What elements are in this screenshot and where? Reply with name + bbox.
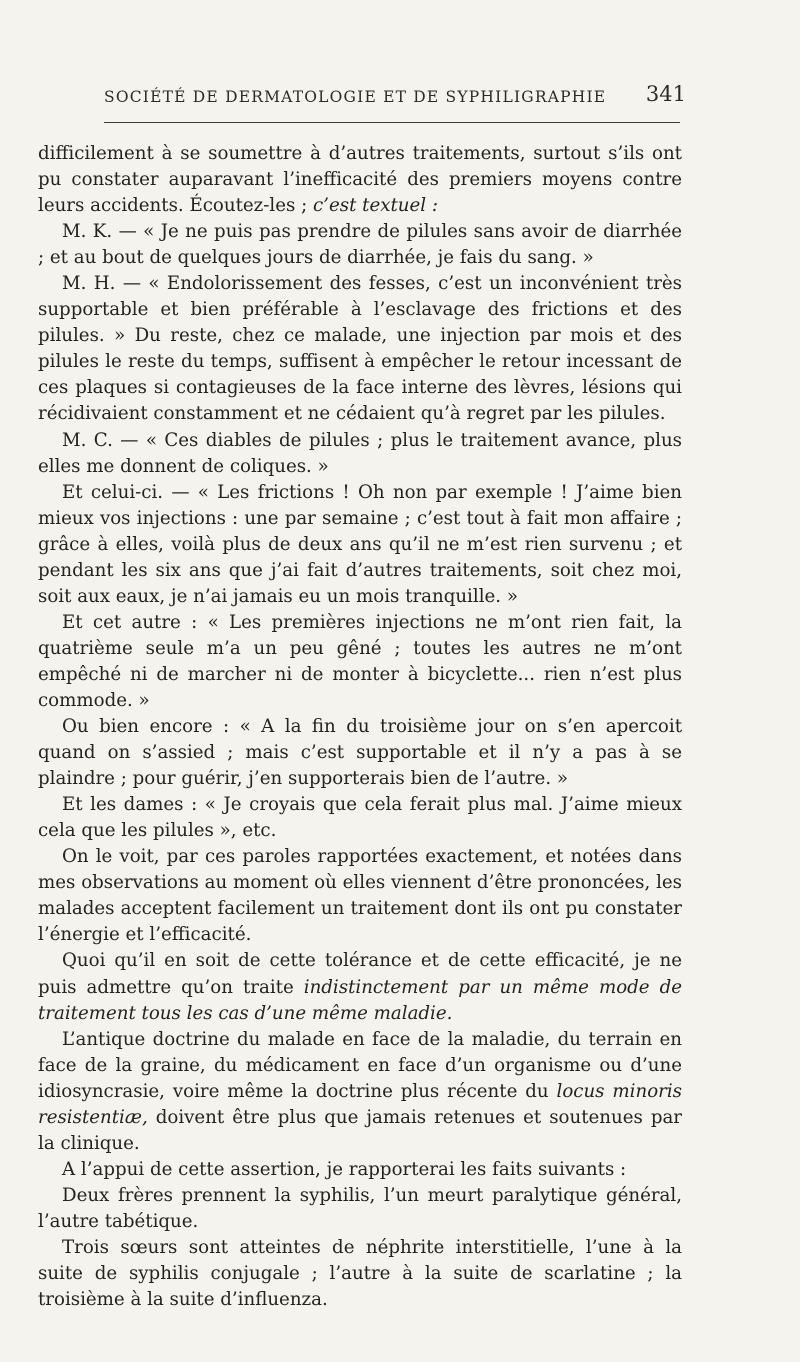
page-number: 341 (645, 82, 686, 106)
paragraph (38, 1027, 682, 1157)
paragraph (38, 1157, 682, 1183)
text-run: L’antique doctrine du malade en face de la maladie, du terrain en face de la graine, du médicament en face d’un organisme ou d’une idiosyncrasie, voire même la doctrine plus récente du (38, 1028, 682, 1102)
text-run: Ou bien encore : « A la fin du troisième jour on s’en apercoit quand on s’assied ; mais c’est supportable et il n’y a pas à se plaindre ; pour guérir, j’en supporterais bien de l’autre. » (38, 716, 682, 790)
paragraph (38, 141, 682, 219)
running-title: SOCIÉTÉ DE DERMATOLOGIE ET DE SYPHILIGRAPHIE (104, 88, 607, 106)
running-header (104, 82, 686, 112)
text-run: M. H. — « Endolorissement des fesses, c’est un inconvénient très supportable et bien préférable à l’esclavage des frictions et des pilules. » Du reste, chez ce malade, une injection par mois et des pilules le reste du temps, suffisent à empêcher le retour incessant de ces plaques si contagieuses de la face interne des lèvres, lésions qui récidivaient constamment et ne cédaient qu’à regret par les pilules. (38, 273, 682, 425)
text-run: Trois sœurs sont atteintes de néphrite interstitielle, l’une à la suite de syphilis conjugale ; l’autre à la suite de scarlatine ; la troisième à la suite d’influenza. (38, 1236, 682, 1311)
paragraph (38, 792, 682, 844)
text-run: M. K. — « Je ne puis pas prendre de pilules sans avoir de diarrhée ; et au bout de quelques jours de diarrhée, je fais du sang. » (38, 221, 682, 269)
text-run: On le voit, par ces paroles rapportées exactement, et notées dans mes observations au moment où elles viennent d’être prononcées, les malades acceptent facilement un traitement dont ils ont pu constater l’énergie et l’efficacité. (38, 846, 682, 946)
paragraph (38, 948, 682, 1026)
text-run: Et celui-ci. — « Les frictions ! Oh non par exemple ! J’aime bien mieux vos injections : une par semaine ; c’est tout à fait mon affaire ; grâce à elles, voilà plus de deux ans qu’il ne m’est rien survenu ; et pendant les six ans que j’ai fait d’autres traitements, soit chez moi, soit aux eaux, je n’ai jamais eu un mois tranquille. » (38, 481, 682, 607)
paragraph (38, 610, 682, 714)
text-run: M. C. — « Ces diables de pilules ; plus le traitement avance, plus elles me donnent de coliques. » (38, 429, 682, 477)
italic-text: indistinctement par un même mode de traitement tous les cas d’une même maladie. (38, 976, 682, 1024)
text-run: doivent être plus que jamais retenues et soutenues par la clinique. (38, 1106, 682, 1154)
paragraph (38, 480, 682, 610)
text-run: Deux frères prennent la syphilis, l’un meurt paralytique général, l’autre tabétique. (38, 1184, 682, 1232)
paragraph (38, 714, 682, 792)
paragraph (38, 219, 682, 271)
paragraph (38, 844, 682, 948)
italic-text: locus minoris resistentiæ, (38, 1080, 682, 1128)
body-text (38, 141, 682, 1313)
paragraph (38, 1183, 682, 1235)
paragraph (38, 428, 682, 480)
paragraph (38, 271, 682, 427)
text-run: Et cet autre : « Les premières injections ne m’ont rien fait, la quatrième seule m’a un peu gêné ; toutes les autres ne m’ont empêché ni de marcher ni de monter à bicyclette... rien n’est plus commode. » (38, 611, 682, 711)
header-rule (104, 122, 680, 123)
italic-text: c’est textuel : (313, 195, 438, 217)
text-run: A l’appui de cette assertion, je rapporterai les faits suivants : (62, 1158, 627, 1180)
text-run: Quoi qu’il en soit de cette tolérance et de cette efficacité, je ne puis admettre qu’on traite (38, 950, 682, 998)
paragraph (38, 1235, 682, 1313)
text-run: difficilement à se soumettre à d’autres traitements, surtout s’ils ont pu constater auparavant l’inefficacité des premiers moyens contre leurs accidents. Écoutez-les ; (38, 143, 682, 217)
text-run: Et les dames : « Je croyais que cela ferait plus mal. J’aime mieux cela que les pilules », etc. (38, 794, 682, 842)
